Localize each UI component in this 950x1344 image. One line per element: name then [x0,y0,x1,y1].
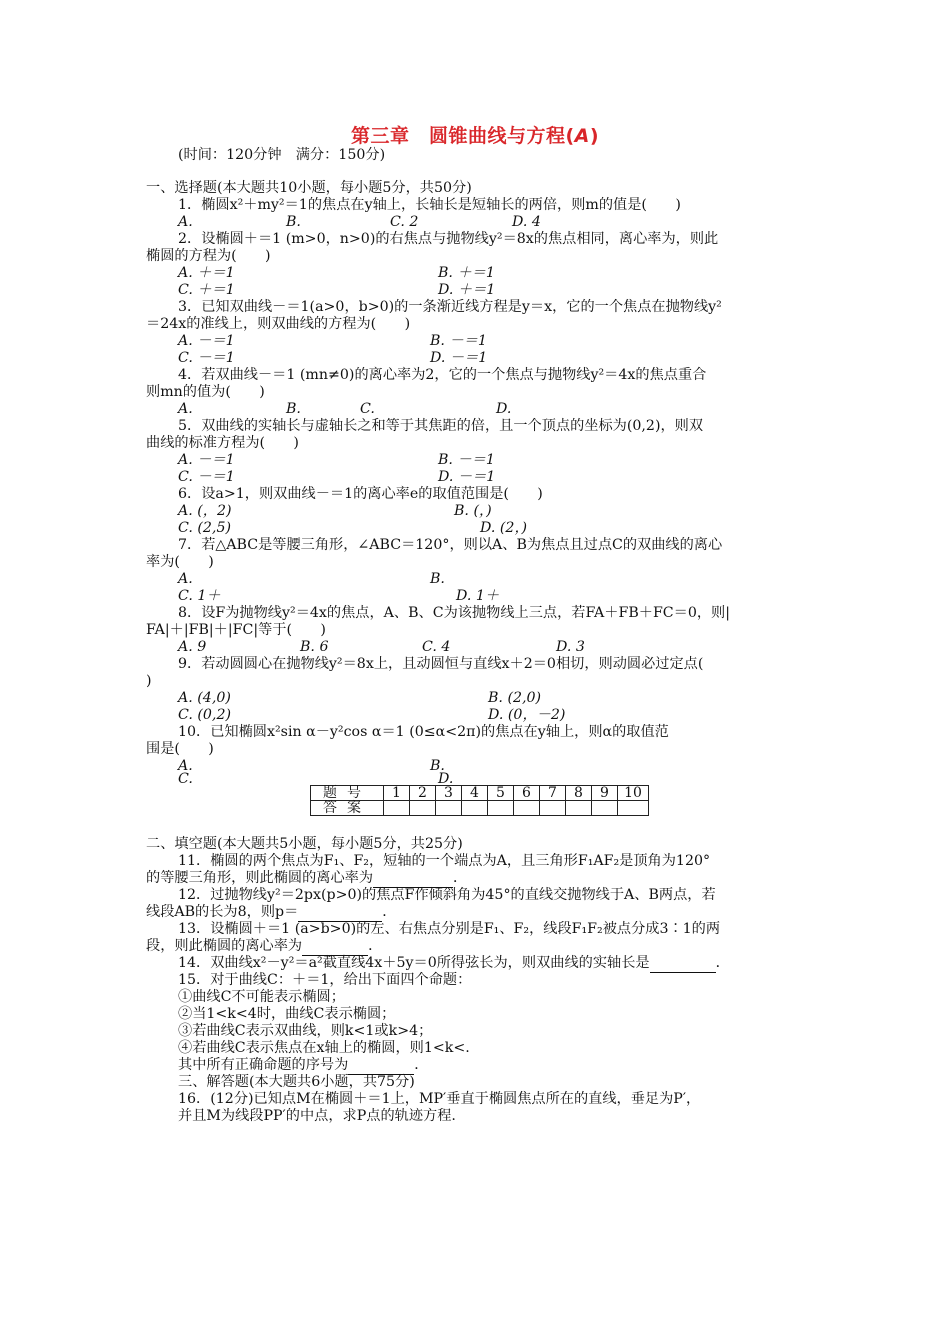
question-2: 2．设椭圆＋＝1 (m>0，n>0)的右焦点与抛物线y²＝8x的焦点相同，离心率为，则此 [178,231,719,247]
option-d: D. 4 [512,214,541,230]
page-title: 第三章 圆锥曲线与方程(A) [350,125,600,147]
answer-cell[interactable] [462,801,488,816]
option-c: C. ＋＝1 [178,282,235,298]
option-a: A. (，2) [178,503,232,519]
question-13: 13．设椭圆＋＝1 (a>b>0)的左、右焦点分别是F₁、F₂，线段F₁F₂被点分成3∶1的两 [178,921,721,937]
option-d: D. ＋＝1 [438,282,496,298]
question-10-cont: 围是( ) [146,741,214,757]
option-c: C. －＝1 [178,469,235,485]
option-b: B. ＋＝1 [438,265,495,281]
table-row [311,801,649,816]
question-14: 14．双曲线x²－y²＝a²截直线4x＋5y＝0所得弦长为，则双曲线的实轴长是 ． [178,955,730,971]
table-header-cell: 题号 [311,786,384,801]
question-5: 5．双曲线的实轴长与虚轴长之和等于其焦距的倍，且一个顶点的坐标为(0,2)，则双 [178,418,704,434]
option-c: C. (0,2) [178,707,232,723]
answer-cell[interactable] [592,801,618,816]
option-a: A. [178,401,193,417]
table-cell: 1 [384,786,410,801]
question-8-cont: FA|＋|FB|＋|FC|等于( ) [146,622,326,638]
question-4-cont: 则mn的值为( ) [146,384,265,400]
option-c: C. [178,771,193,787]
question-9-cont: ) [146,673,152,689]
answer-cell[interactable] [540,801,566,816]
table-cell: 10 [618,786,649,801]
question-6: 6．设a>1，则双曲线－＝1的离心率e的取值范围是( ) [178,486,543,502]
answer-blank[interactable] [298,904,382,922]
option-a: A. ＋＝1 [178,265,235,281]
option-d: D. 1＋ [456,588,500,604]
option-a: A. [178,571,193,587]
answer-cell[interactable] [514,801,540,816]
option-d: D. [496,401,512,417]
question-10: 10．已知椭圆x²sin α－y²cos α＝1 (0≤α<2π)的焦点在y轴上，则α的取值范 [178,724,669,740]
option-c: C. 2 [390,214,419,230]
question-11: 11．椭圆的两个焦点为F₁、F₂，短轴的一个端点为A，且三角形F₁AF₂是顶角为120° [178,853,711,869]
question-1: 1．椭圆x²＋my²＝1的焦点在y轴上，长轴长是短轴长的两倍，则m的值是( ) [178,197,681,213]
table-cell: 3 [436,786,462,801]
answer-cell[interactable] [488,801,514,816]
answer-cell[interactable] [618,801,649,816]
answer-table [310,785,649,816]
option-d: D. －＝1 [430,350,488,366]
table-cell: 6 [514,786,540,801]
table-cell: 5 [488,786,514,801]
proposition-4: ④若曲线C表示焦点在x轴上的椭圆，则1<k<. [178,1040,470,1056]
proposition-3: ③若曲线C表示双曲线，则k<1或k>4； [178,1023,433,1039]
table-row [311,786,649,801]
option-c: C. [360,401,375,417]
option-a: A. －＝1 [178,333,235,349]
section-heading: 二、填空题(本大题共5小题，每小题5分，共25分) [146,836,463,852]
answer-cell[interactable] [410,801,436,816]
option-c: C. －＝1 [178,350,235,366]
table-cell: 8 [566,786,592,801]
question-12: 12．过抛物线y²＝2px(p>0)的焦点F作倾斜角为45°的直线交抛物线于A、B两点，若 [178,887,716,903]
option-b: B. [430,571,445,587]
question-16-cont: 并且M为线段PP′的中点，求P点的轨迹方程. [178,1108,456,1124]
proposition-1: ①曲线C不可能表示椭圆； [178,989,345,1005]
option-b: B. 6 [300,639,329,655]
option-d: D. [438,771,454,787]
option-b: B. [286,401,301,417]
table-cell: 9 [592,786,618,801]
table-header-cell: 答案 [311,801,384,816]
question-7-cont: 率为( ) [146,554,214,570]
answer-blank[interactable] [348,1057,414,1075]
option-a: A. －＝1 [178,452,235,468]
question-7: 7．若△ABC是等腰三角形，∠ABC＝120°，则以A、B为焦点且过点C的双曲线的离心 [178,537,723,553]
question-3-cont: ＝24x的准线上，则双曲线的方程为( ) [146,316,411,332]
question-8: 8．设F为抛物线y²＝4x的焦点，A、B、C为该抛物线上三点，若FA＋FB＋FC＝0，则| [178,605,731,621]
option-b: B. －＝1 [438,452,495,468]
table-cell: 7 [540,786,566,801]
section-heading: 三、解答题(本大题共6小题，共75分) [178,1074,415,1090]
answer-cell[interactable] [384,801,410,816]
option-b: B. (，) [454,503,492,519]
answer-blank[interactable] [650,955,716,973]
option-d: D. －＝1 [438,469,496,485]
option-d: D. (2，) [480,520,528,536]
exam-meta: (时间：120分钟 满分：150分) [178,147,386,163]
question-12-cont: 线段AB的长为8，则p＝ ． [146,904,397,920]
option-a: A. [178,214,193,230]
question-2-cont: 椭圆的方程为( ) [146,248,271,264]
option-c: C. 1＋ [178,588,221,604]
answer-cell[interactable] [566,801,592,816]
option-b: B. [430,758,445,774]
option-a: A. [178,758,193,774]
table-cell: 4 [462,786,488,801]
option-b: B. [286,214,301,230]
section-heading: 一、选择题(本大题共10小题，每小题5分，共50分) [146,180,472,196]
option-b: B. (2,0) [488,690,542,706]
question-16: 16．(12分)已知点M在椭圆＋＝1上，MP′垂直于椭圆焦点所在的直线，垂足为P′， [178,1091,701,1107]
option-a: A. 9 [178,639,207,655]
question-9: 9．若动圆圆心在抛物线y²＝8x上，且动圆恒与直线x＋2＝0相切，则动圆必过定点( [178,656,704,672]
answer-blank[interactable] [373,870,453,888]
question-15-end: 其中所有正确命题的序号为 ． [178,1057,429,1073]
answer-cell[interactable] [436,801,462,816]
option-d: D. (0，－2) [488,707,566,723]
option-a: A. (4,0) [178,690,231,706]
option-d: D. 3 [556,639,585,655]
option-b: B. －＝1 [430,333,487,349]
proposition-2: ②当1<k<4时，曲线C表示椭圆； [178,1006,396,1022]
option-c: C. 4 [422,639,451,655]
question-11-cont: 的等腰三角形，则此椭圆的离心率为 ． [146,870,468,886]
question-5-cont: 曲线的标准方程为( ) [146,435,299,451]
question-13-cont: 段，则此椭圆的离心率为 ． [146,938,383,954]
table-cell: 2 [410,786,436,801]
question-4: 4．若双曲线－＝1 (mn≠0)的离心率为2，它的一个焦点与抛物线y²＝4x的焦点重合 [178,367,707,383]
option-c: C. (2,5) [178,520,232,536]
answer-blank[interactable] [302,938,368,956]
question-3: 3．已知双曲线－＝1(a>0，b>0)的一条渐近线方程是y＝x，它的一个焦点在抛物线y² [178,299,722,315]
question-15: 15．对于曲线C：＋＝1，给出下面四个命题： [178,972,472,988]
